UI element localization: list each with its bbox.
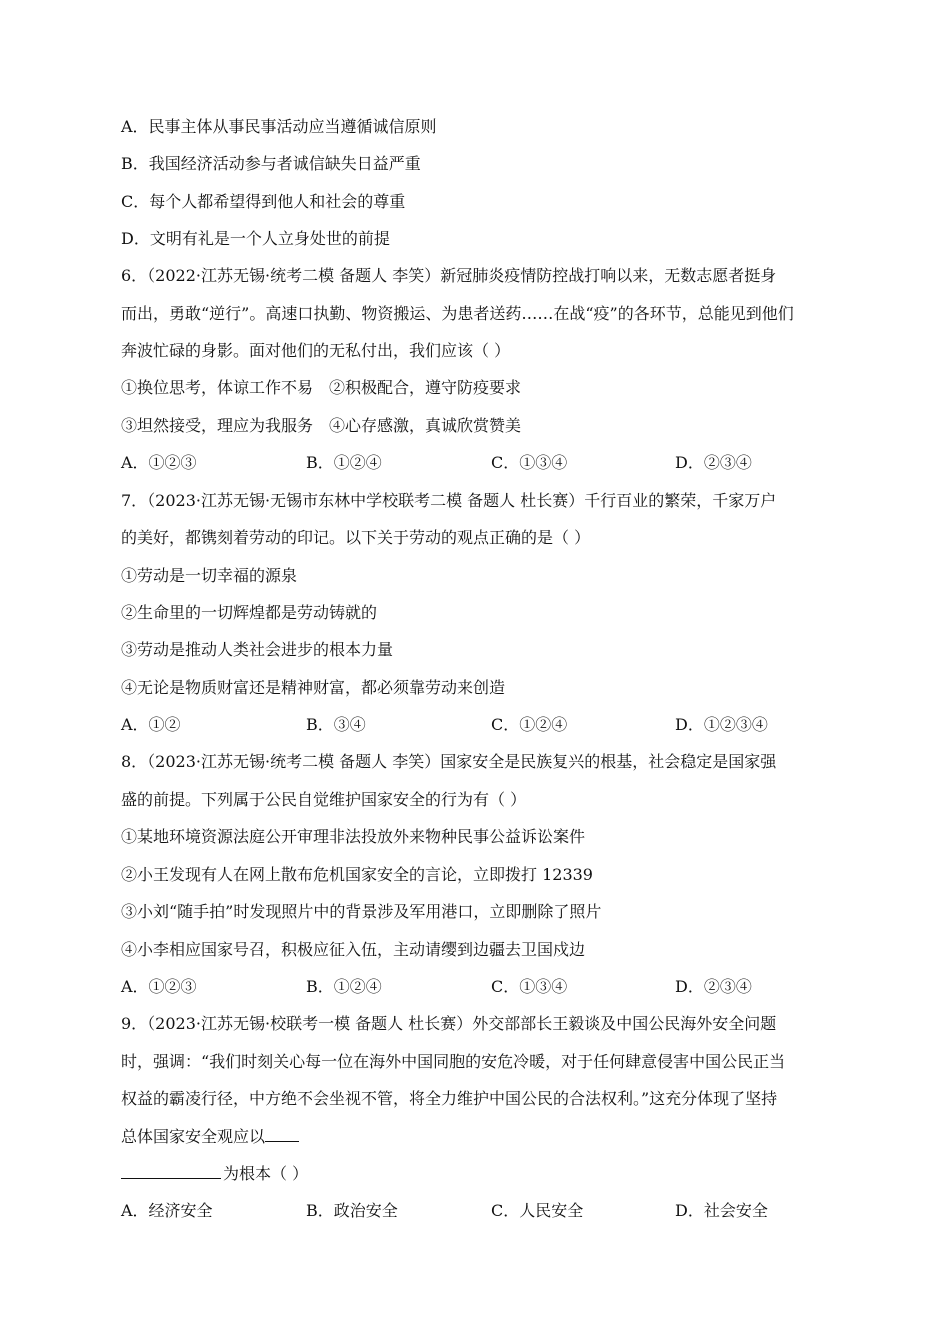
q7-statement-2: ②生命里的一切辉煌都是劳动铸就的 bbox=[121, 603, 378, 622]
q7-statement-4: ④无论是物质财富还是精神财富，都必须靠劳动来创造 bbox=[121, 678, 506, 697]
q8-statement-3: ③小刘“随手拍”时发现照片中的背景涉及军用港口，立即删除了照片 bbox=[121, 902, 602, 921]
q6-option-c: C．①③④ bbox=[491, 453, 568, 472]
q7-option-d: D．①②③④ bbox=[675, 715, 768, 734]
q9-stem-line-1: 9．（2023·江苏无锡·校联考一模 备题人 杜长赛）外交部部长王毅谈及中国公民海外安全问题 bbox=[121, 1014, 777, 1033]
q7-stem-line-2: 的美好，都镌刻着劳动的印记。以下关于劳动的观点正确的是（ ） bbox=[121, 528, 591, 547]
q9-stem-line-4 bbox=[121, 1127, 299, 1147]
answer-blank-short bbox=[265, 1127, 299, 1142]
q6-stem-line-1: 6．（2022·江苏无锡·统考二模 备题人 李笑）新冠肺炎疫情防控战打响以来，无数志愿者挺身 bbox=[121, 266, 777, 285]
q6-stem-line-2: 而出，勇敢“逆行”。高速口执勤、物资搬运、为患者送药……在战“疫”的各环节，总能见到他们 bbox=[121, 304, 794, 323]
q5-option-c: C．每个人都希望得到他人和社会的尊重 bbox=[121, 192, 406, 211]
q7-stem-line-1: 7．（2023·江苏无锡·无锡市东林中学校联考二模 备题人 杜长赛）千行百业的繁荣，千家万户 bbox=[121, 491, 777, 510]
q7-option-b: B．③④ bbox=[306, 715, 366, 734]
q9-stem-line-3: 权益的霸凌行径，中方绝不会坐视不管，将全力维护中国公民的合法权利。”这充分体现了坚持 bbox=[121, 1089, 778, 1108]
q6-option-d: D．②③④ bbox=[675, 453, 752, 472]
q6-option-b: B．①②④ bbox=[306, 453, 382, 472]
q8-stem-line-2: 盛的前提。下列属于公民自觉维护国家安全的行为有（ ） bbox=[121, 790, 527, 809]
q9-stem-line-5 bbox=[121, 1164, 308, 1184]
q5-option-a: A．民事主体从事民事活动应当遵循诚信原则 bbox=[121, 117, 437, 136]
q7-statement-3: ③劳动是推动人类社会进步的根本力量 bbox=[121, 640, 394, 659]
q9-stem-line-4-text: 总体国家安全观应以 bbox=[121, 1127, 266, 1146]
q7-option-c: C．①②④ bbox=[491, 715, 568, 734]
q9-stem-line-2: 时，强调：“我们时刻关心每一位在海外中国同胞的安危冷暖，对于任何肆意侵害中国公民正当 bbox=[121, 1052, 786, 1071]
q8-option-a: A．①②③ bbox=[121, 977, 197, 996]
q9-option-b: B．政治安全 bbox=[306, 1201, 398, 1220]
q9-stem-line-5-text: 为根本（ ） bbox=[223, 1164, 309, 1183]
q7-statement-1: ①劳动是一切幸福的源泉 bbox=[121, 566, 298, 585]
q6-stem-line-3: 奔波忙碌的身影。面对他们的无私付出，我们应该（ ） bbox=[121, 341, 511, 360]
answer-blank-long bbox=[121, 1164, 221, 1179]
q6-option-a: A．①②③ bbox=[121, 453, 197, 472]
q8-option-b: B．①②④ bbox=[306, 977, 382, 996]
q5-option-b: B．我国经济活动参与者诚信缺失日益严重 bbox=[121, 154, 421, 173]
q8-statement-2: ②小王发现有人在网上散布危机国家安全的言论，立即拨打 12339 bbox=[121, 865, 593, 884]
q8-statement-1: ①某地环境资源法庭公开审理非法投放外来物种民事公益诉讼案件 bbox=[121, 827, 586, 846]
q6-statement-1: ①换位思考，体谅工作不易 ②积极配合，遵守防疫要求 bbox=[121, 378, 522, 397]
q9-option-a: A．经济安全 bbox=[121, 1201, 213, 1220]
q5-option-d: D．文明有礼是一个人立身处世的前提 bbox=[121, 229, 390, 248]
q9-option-d: D．社会安全 bbox=[675, 1201, 768, 1220]
q9-option-c: C．人民安全 bbox=[491, 1201, 584, 1220]
q8-stem-line-1: 8．（2023·江苏无锡·统考二模 备题人 李笑）国家安全是民族复兴的根基，社会稳定是国家强 bbox=[121, 752, 777, 771]
q8-option-c: C．①③④ bbox=[491, 977, 568, 996]
q7-option-a: A．①② bbox=[121, 715, 181, 734]
q8-option-d: D．②③④ bbox=[675, 977, 752, 996]
q8-statement-4: ④小李相应国家号召，积极应征入伍，主动请缨到边疆去卫国戍边 bbox=[121, 940, 586, 959]
q6-statement-2: ③坦然接受，理应为我服务 ④心存感激，真诚欣赏赞美 bbox=[121, 416, 522, 435]
